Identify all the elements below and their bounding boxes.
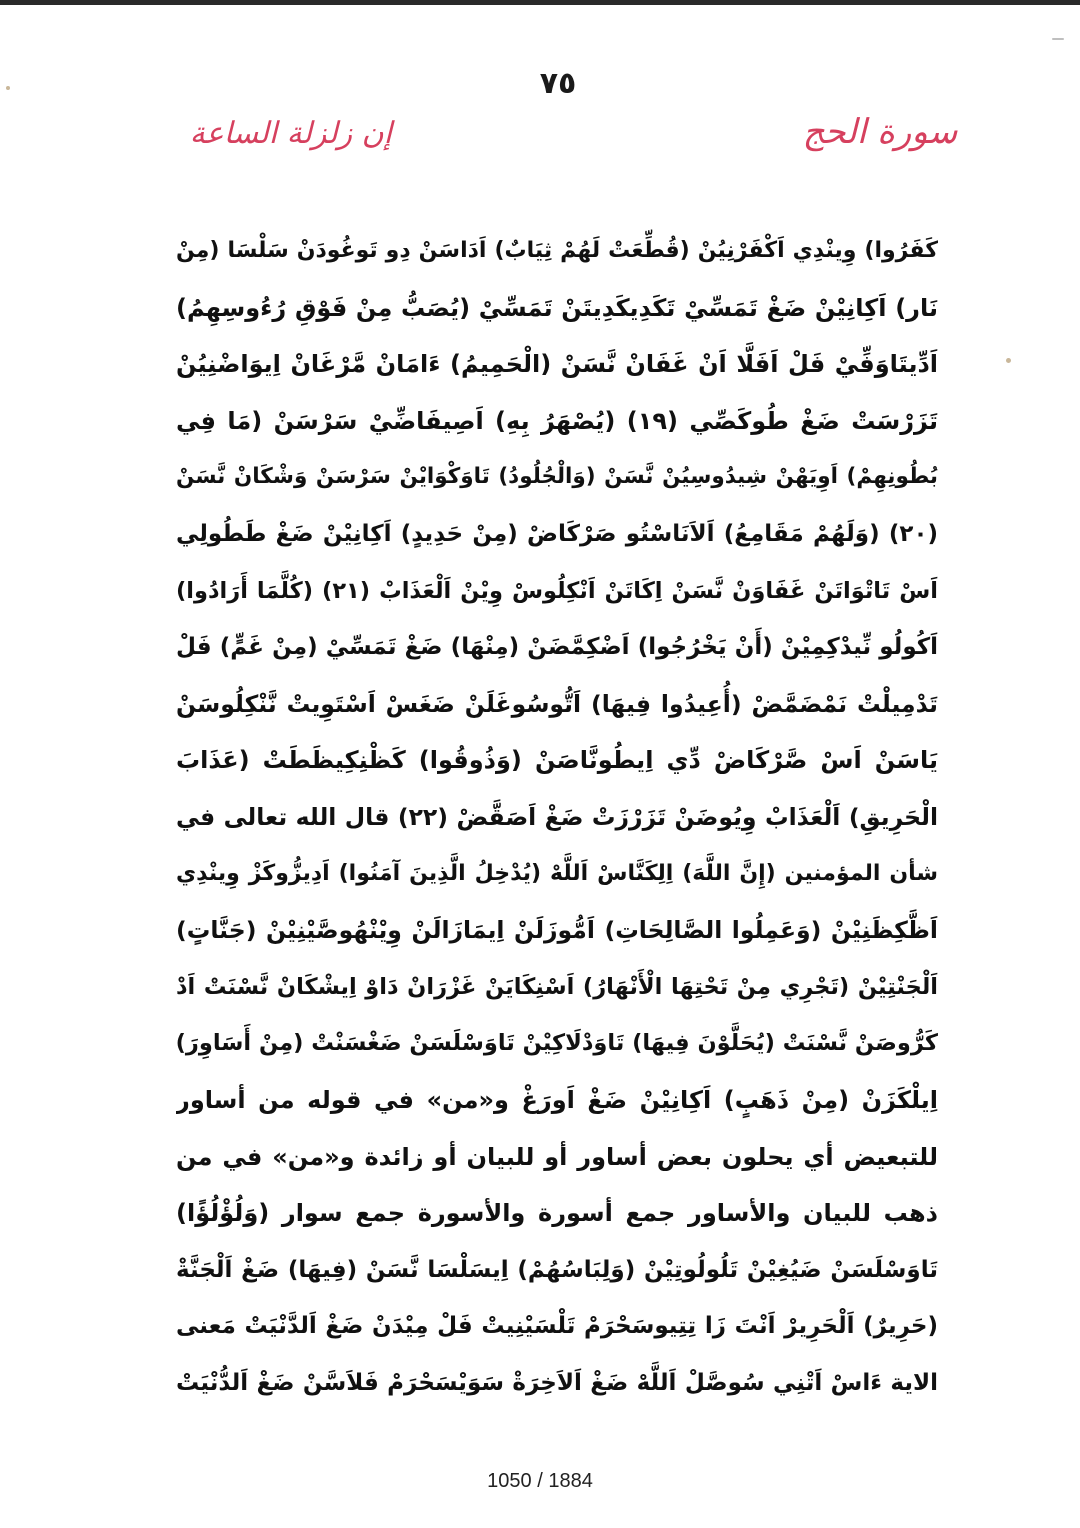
text-line: اَظَّكِظَنِيْنْ (وَعَمِلُوا الصَّالِحَاتِ) اَمُّوزَلَنْ اِيمَازَالَنْ وِيْنْهُوصَّيْنِيْنْ (جَنَّاتٍ) xyxy=(176,916,938,945)
text-line: اَسْ تَاتْوَاتَنْ غَفَاوَنْ نَّسَنْ اِكَاتَنْ اَنْكِلُوسْ وِيْنْ اَلْعَذَابْ (٢١) (كُلَّمَا أَرَادُوا) xyxy=(176,577,938,604)
text-line: تَاوَسْلَسَنْ ضَيُغِيْنْ تَلُولُوتِيْنْ (وَلِبَاسُهُمْ) اِيسَلْسَا نَّسَنْ (فِيهَا) ضَغْ اَلْجَنَّةْ xyxy=(176,1256,938,1283)
text-line: كَرُّوصَنْ نَّسْنَتْ (يُحَلَّوْنَ فِيهَا) تَاوَدْلَاكِيْنْ تَاوَسْلَسَنْ ضَغْسَنْتْ (مِنْ أَسَاوِرَ) xyxy=(176,1030,938,1057)
text-line: (حَرِيرٌ) اَلْحَرِيرْ اَنْتَ زَا تِتِيوسَحْرَمْ تَلْسَيْنِيتْ فَلْ مِيْدَنْ ضَغْ اَلدَّنْيَتْ مَعنى xyxy=(176,1313,938,1340)
page-number: ٧٥ xyxy=(539,66,577,101)
text-line: شأن المؤمنين (إِنَّ اللَّهَ) اِلِكَنَّاسْ اَللَّهْ (يُدْخِلُ الَّذِينَ آمَنُوا) اَدِيزُّوكَزْ وِينْدِي xyxy=(176,860,938,886)
text-line: اَدِّيتَاوَفِّيْ فَلْ اَفَلَّا اَنْ غَفَانْ نَّسَنْ (الْحَمِيمُ) ءَامَانْ مَّرْغَانْ اِيوَاضْنِيُنْ xyxy=(176,350,938,379)
scan-speck xyxy=(1006,358,1011,363)
text-line: نَار) اَكِانِيْنْ ضَغْ تَمَسِّيْ تَكَدِيكَدِيتَنْ تَمَسِّيْ (يُصَبُّ مِنْ فَوْقِ رُءُوسِهِمُ) xyxy=(176,293,938,322)
text-line: اِيلْكَزَنْ (مِنْ ذَهَبٍ) اَكِانِيْنْ ضَغْ اَورَغْ و«من» في قوله من أساور xyxy=(176,1085,938,1114)
text-line: تَزَرْسَتْ ضَغْ طُوكَصِّي (١٩) (يُصْهَرُ بِهِ) اَصِيفَاضِّيْ سَرْسَنْ (مَا فِي xyxy=(176,406,938,435)
text-line: الاية ءَاسْ اَتْنِي سُوصَّلْ اَللَّهْ ضَغْ اَلاَخِرَةْ سَوَيْسَحْرَمْ فَلاَسَّنْ ضَغْ اَلدُّنْيَتْ xyxy=(176,1369,938,1396)
commentary-text xyxy=(176,223,938,1411)
text-line: اَكُولُو نِّيدْكِمِيْنْ (أَنْ يَخْرُجُوا) اَضْكِمَّضَنْ (مِنْهَا) ضَغْ تَمَسِّيْ (مِنْ غَمٍّ) فَلْ xyxy=(176,634,938,661)
text-line: الْحَرِيقِ) اَلْعَذَابْ وِيُوضَنْ تَزَرْزَتْ ضَغْ اَصَقَّضْ (٢٢) قال الله تعالى في xyxy=(176,802,938,831)
text-line: ذهب للبيان والأساور جمع أسورة والأسورة جمع سوار (وَلُؤْلُؤًا) xyxy=(176,1199,938,1228)
text-line: تَدْمِيلْتْ نَمْضَمَّضْ (أُعِيدُوا فِيهَا) اَتُّوسُوغَلَنْ ضَغَسْ اَسْتَوِيتْ نَّنْكِلُوسَنْ xyxy=(176,689,938,718)
scan-speck xyxy=(6,86,10,90)
text-line: اَلْجَنْتِيْنْ (تَجْرِي مِنْ تَحْتِهَا الْأَنْهَارُ) اَسْنِكَايَنْ غَزْرَانْ دَاوْ اِيشْكَانْ نَّسْنَتْ اَدْ xyxy=(176,973,938,1000)
text-line: كَفَرُوا) وِينْدِي اَكْفَرْنِيُنْ (قُطِّعَتْ لَهُمْ ثِيَابٌ) اَدَاسَنْ دِو تَوغُودَنْ سَلْسَا (مِنْ xyxy=(176,238,938,263)
page-counter: 1050 / 1884 xyxy=(487,1470,593,1492)
text-line: يَاسَنْ اَسْ صَّرْكَاضْ دِّي اِيطُونَّاصَنْ (وَذُوقُوا) كَظْنِكِيظَطَتْ (عَذَابَ xyxy=(176,746,938,775)
scan-mark xyxy=(1052,38,1064,40)
text-line: (٢٠) (وَلَهُمْ مَقَامِعُ) اَلاَنَاسْتُو صَرْكَاضْ (مِنْ حَدِيدٍ) اَكِانِيْنْ ضَغْ طَطُولِي xyxy=(176,520,938,547)
text-line: للتبعيض أي يحلون بعض أساور أو للبيان أو زائدة و«من» في من xyxy=(176,1142,938,1171)
handwritten-section-title: إن زلزلة الساعة xyxy=(189,116,392,151)
text-line: بُطُونِهِمْ) اَوِيَهْنْ شِيدُوسِيُنْ نَّسَنْ (وَالْجُلُودُ) تَاوَكْوَايْنْ سَرْسَنْ وَشْكَانْ نَّسَنْ xyxy=(176,464,938,490)
handwritten-surah-title: سورة الحج xyxy=(802,112,958,152)
top-edge-rule xyxy=(0,0,1080,5)
